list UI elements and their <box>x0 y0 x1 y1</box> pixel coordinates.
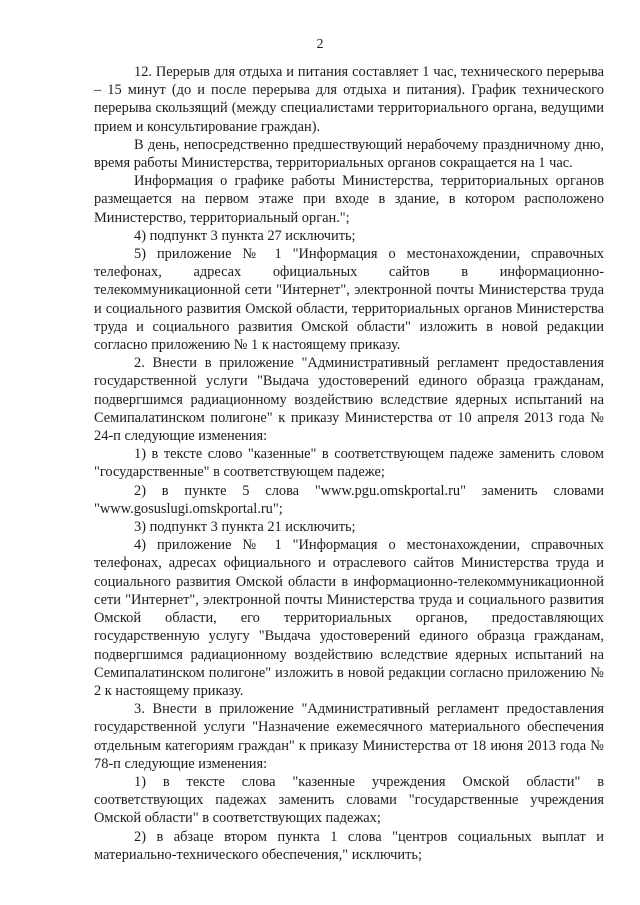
page-number: 2 <box>316 37 324 52</box>
paragraph-section-2-intro: 2. Внести в приложение "Административный регламент предоставления государственной услуги "Выдача удостоверений единого образца гражданам, подвергшимся радиационному воздействию вследствие ядерных испытаний на Семипалатинском полигоне" к приказу Министерства от 10 апреля 2013 года № 24-п следующие изменения: <box>94 355 604 445</box>
paragraph-section-3-intro: 3. Внести в приложение "Административный регламент предоставления государственной услуги "Назначение ежемесячного материального обеспечения отдельным категориям граждан" к приказу Министерства от 18 июня 2013 года № 78-п следующие изменения: <box>94 701 604 772</box>
paragraph-section-2-item-4: 4) приложение № 1 "Информация о местонахождении, справочных телефонах, адресах официального и отраслевого сайтов Министерства труда и социального развития Омской области в информационно-телекоммуникационной сети "Интернет", электронной почты Министерства труда и социального развития Омской области, его территориальных органов, предоставляющих государственную услугу "Выдача удостоверений единого образца гражданам, подвергшимся радиационному воздействию вследствие ядерных испытаний на Семипалатинском полигоне" изложить в новой редакции согласно приложению № 2 к настоящему приказу. <box>94 537 604 699</box>
paragraph-12-break-schedule: 12. Перерыв для отдыха и питания составляет 1 час, технического перерыва – 15 минут (до и после перерыва для отдыха и питания). График технического перерыва скользящий (между специалистами территориального органа, ведущими прием и консультирование граждан). <box>94 64 604 135</box>
paragraph-section-2-item-2: 2) в пункте 5 слова "www.pgu.omskportal.ru" заменить словами "www.gosuslugi.omskportal.ru"; <box>94 482 604 517</box>
paragraph-pre-holiday-hours: В день, непосредственно предшествующий нерабочему праздничному дню, время работы Министерства, территориальных органов сокращается на 1 час. <box>94 136 604 172</box>
paragraph-section-2-item-3: 3) подпункт 3 пункта 21 исключить; <box>134 519 356 536</box>
paragraph-item-4-exclude: 4) подпункт 3 пункта 27 исключить; <box>134 227 356 244</box>
paragraph-section-2-item-1: 1) в тексте слово "казенные" в соответствующем падеже заменить словом "государственные" в соответствующем падеже; <box>94 446 604 481</box>
document-body <box>94 63 604 864</box>
paragraph-section-3-item-2: 2) в абзаце втором пункта 1 слова "центров социальных выплат и материально-технического обеспечения," исключить; <box>94 828 604 863</box>
paragraph-item-5-appendix-1: 5) приложение № 1 "Информация о местонахождении, справочных телефонах, адресах официальных сайтов в информационно-телекоммуникационной сети "Интернет", электронной почты Министерства труда и социального развития Омской области, территориальных органов Министерства труда и социального развития Омской области" изложить в новой редакции согласно приложению № 1 к настоящему приказу. <box>94 246 604 354</box>
paragraph-schedule-info-placement: Информация о графике работы Министерства, территориальных органов размещается на первом этаже при входе в здание, в котором расположено Министерство, территориальный орган."; <box>94 173 604 226</box>
paragraph-section-3-item-1: 1) в тексте слова "казенные учреждения Омской области" в соответствующих падежах заменить словами "государственные учреждения Омской области" в соответствующих падежах; <box>94 773 604 827</box>
